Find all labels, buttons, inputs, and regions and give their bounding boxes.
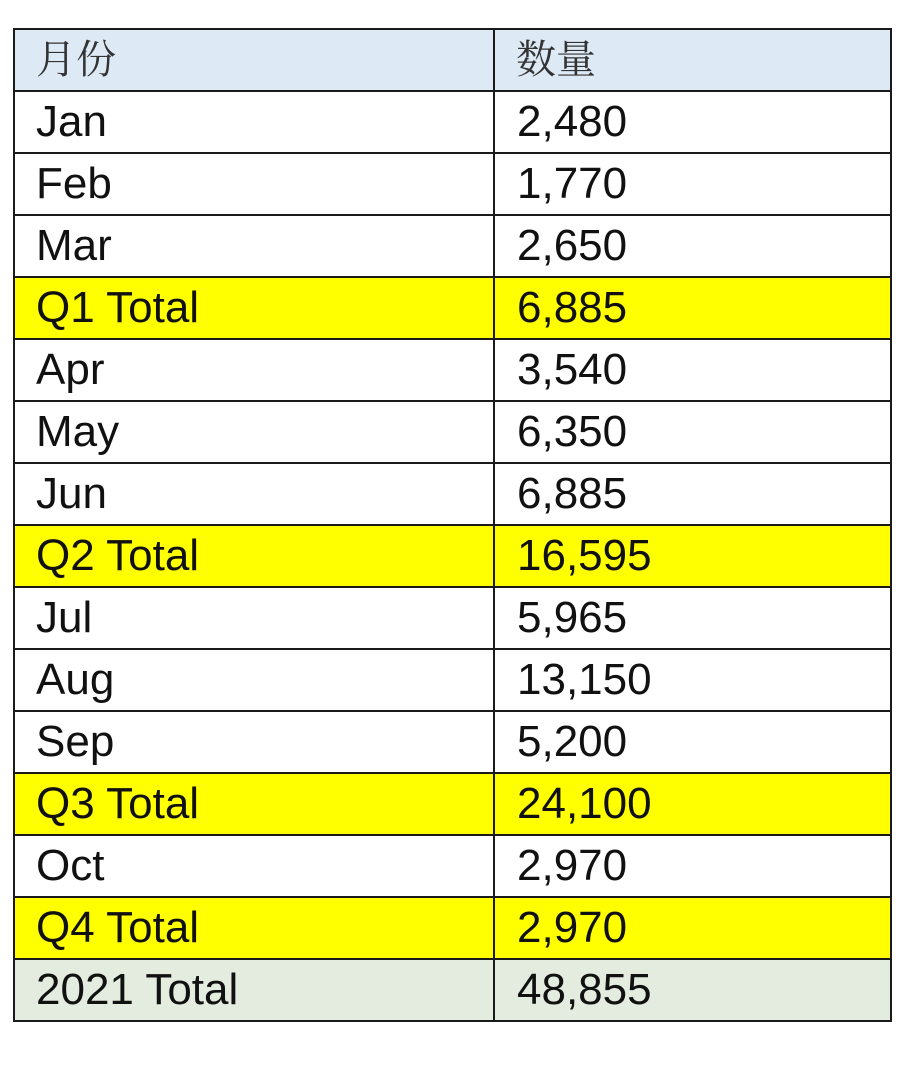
- row-value: 5,965: [494, 587, 891, 649]
- table-row: [14, 401, 891, 463]
- row-value: 2,650: [494, 215, 891, 277]
- row-value: 16,595: [494, 525, 891, 587]
- row-label: Q4 Total: [14, 897, 494, 959]
- header-quantity: 数量: [494, 29, 891, 91]
- row-label: Feb: [14, 153, 494, 215]
- table-row: [14, 649, 891, 711]
- row-value: 6,885: [494, 463, 891, 525]
- row-label: 2021 Total: [14, 959, 494, 1021]
- table-row: [14, 463, 891, 525]
- grand-total-row: [14, 959, 891, 1021]
- table-row: [14, 587, 891, 649]
- quarter-total-row: [14, 773, 891, 835]
- row-value: 2,480: [494, 91, 891, 153]
- header-month: 月份: [14, 29, 494, 91]
- row-label: Aug: [14, 649, 494, 711]
- row-value: 1,770: [494, 153, 891, 215]
- row-value: 6,885: [494, 277, 891, 339]
- row-value: 2,970: [494, 835, 891, 897]
- row-value: 24,100: [494, 773, 891, 835]
- quarter-total-row: [14, 525, 891, 587]
- table-row: [14, 835, 891, 897]
- row-value: 2,970: [494, 897, 891, 959]
- table-row: [14, 215, 891, 277]
- row-label: Oct: [14, 835, 494, 897]
- row-label: Q1 Total: [14, 277, 494, 339]
- table-row: [14, 91, 891, 153]
- row-label: Jul: [14, 587, 494, 649]
- quarter-total-row: [14, 897, 891, 959]
- row-label: Jan: [14, 91, 494, 153]
- row-value: 13,150: [494, 649, 891, 711]
- row-label: Mar: [14, 215, 494, 277]
- monthly-quantity-table: [13, 28, 892, 1022]
- row-value: 3,540: [494, 339, 891, 401]
- row-value: 48,855: [494, 959, 891, 1021]
- quarter-total-row: [14, 277, 891, 339]
- row-label: Q2 Total: [14, 525, 494, 587]
- row-label: Apr: [14, 339, 494, 401]
- row-label: Jun: [14, 463, 494, 525]
- row-value: 6,350: [494, 401, 891, 463]
- row-label: Sep: [14, 711, 494, 773]
- row-label: Q3 Total: [14, 773, 494, 835]
- row-label: May: [14, 401, 494, 463]
- table-row: [14, 339, 891, 401]
- table-row: [14, 153, 891, 215]
- header-row: [14, 29, 891, 91]
- table-row: [14, 711, 891, 773]
- row-value: 5,200: [494, 711, 891, 773]
